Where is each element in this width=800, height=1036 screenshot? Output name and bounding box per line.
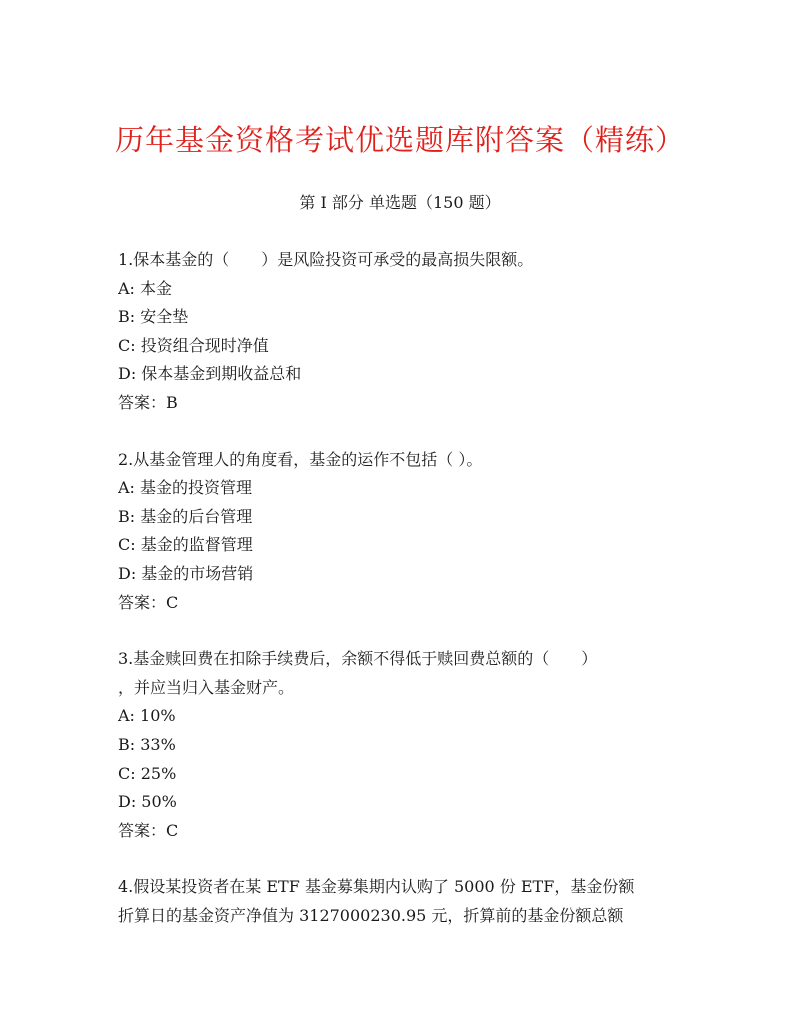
question-list: [118, 246, 698, 958]
answer: 答案：B: [118, 392, 178, 412]
option-d: D: 50%: [118, 792, 177, 812]
option-c: C: 25%: [118, 763, 177, 783]
option-b: B: 安全垫: [118, 307, 189, 327]
question-stem-line: 4.假设某投资者在某 ETF 基金募集期内认购了 5000 份 ETF，基金份额: [118, 877, 635, 897]
option-d: D: 保本基金到期收益总和: [118, 364, 302, 384]
question-stem-line: 2.从基金管理人的角度看，基金的运作不包括（ ）。: [118, 449, 483, 469]
question-3: [118, 645, 698, 845]
answer: 答案：C: [118, 820, 179, 840]
question-stem: [118, 446, 698, 475]
question-stem-line: 折算日的基金资产净值为 3127000230.95 元，折算前的基金份额总额: [118, 905, 624, 925]
option-c: C: 投资组合现时净值: [118, 335, 269, 355]
option-c: C: 基金的监督管理: [118, 535, 253, 555]
option-a: A: 基金的投资管理: [118, 478, 253, 498]
question-stem: [118, 246, 698, 275]
question-stem-line: ，并应当归入基金财产。: [118, 677, 295, 697]
option-d: D: 基金的市场营销: [118, 563, 254, 583]
option-b: B: 33%: [118, 734, 176, 754]
question-stem: [118, 645, 698, 702]
question-4: [118, 873, 698, 930]
document-title: 历年基金资格考试优选题库附答案（精练）: [114, 123, 685, 157]
option-a: A: 10%: [118, 706, 176, 726]
question-1: [118, 246, 698, 418]
question-stem-line: 1.保本基金的（ ）是风险投资可承受的最高损失限额。: [118, 250, 534, 269]
option-a: A: 本金: [118, 278, 173, 298]
question-stem: [118, 873, 698, 930]
option-b: B: 基金的后台管理: [118, 506, 253, 526]
question-stem-line: 3.基金赎回费在扣除手续费后，余额不得低于赎回费总额的（ ）: [118, 649, 598, 669]
question-2: [118, 446, 698, 618]
section-heading: 第 I 部分 单选题（150 题）: [299, 193, 501, 212]
answer: 答案：C: [118, 592, 179, 612]
